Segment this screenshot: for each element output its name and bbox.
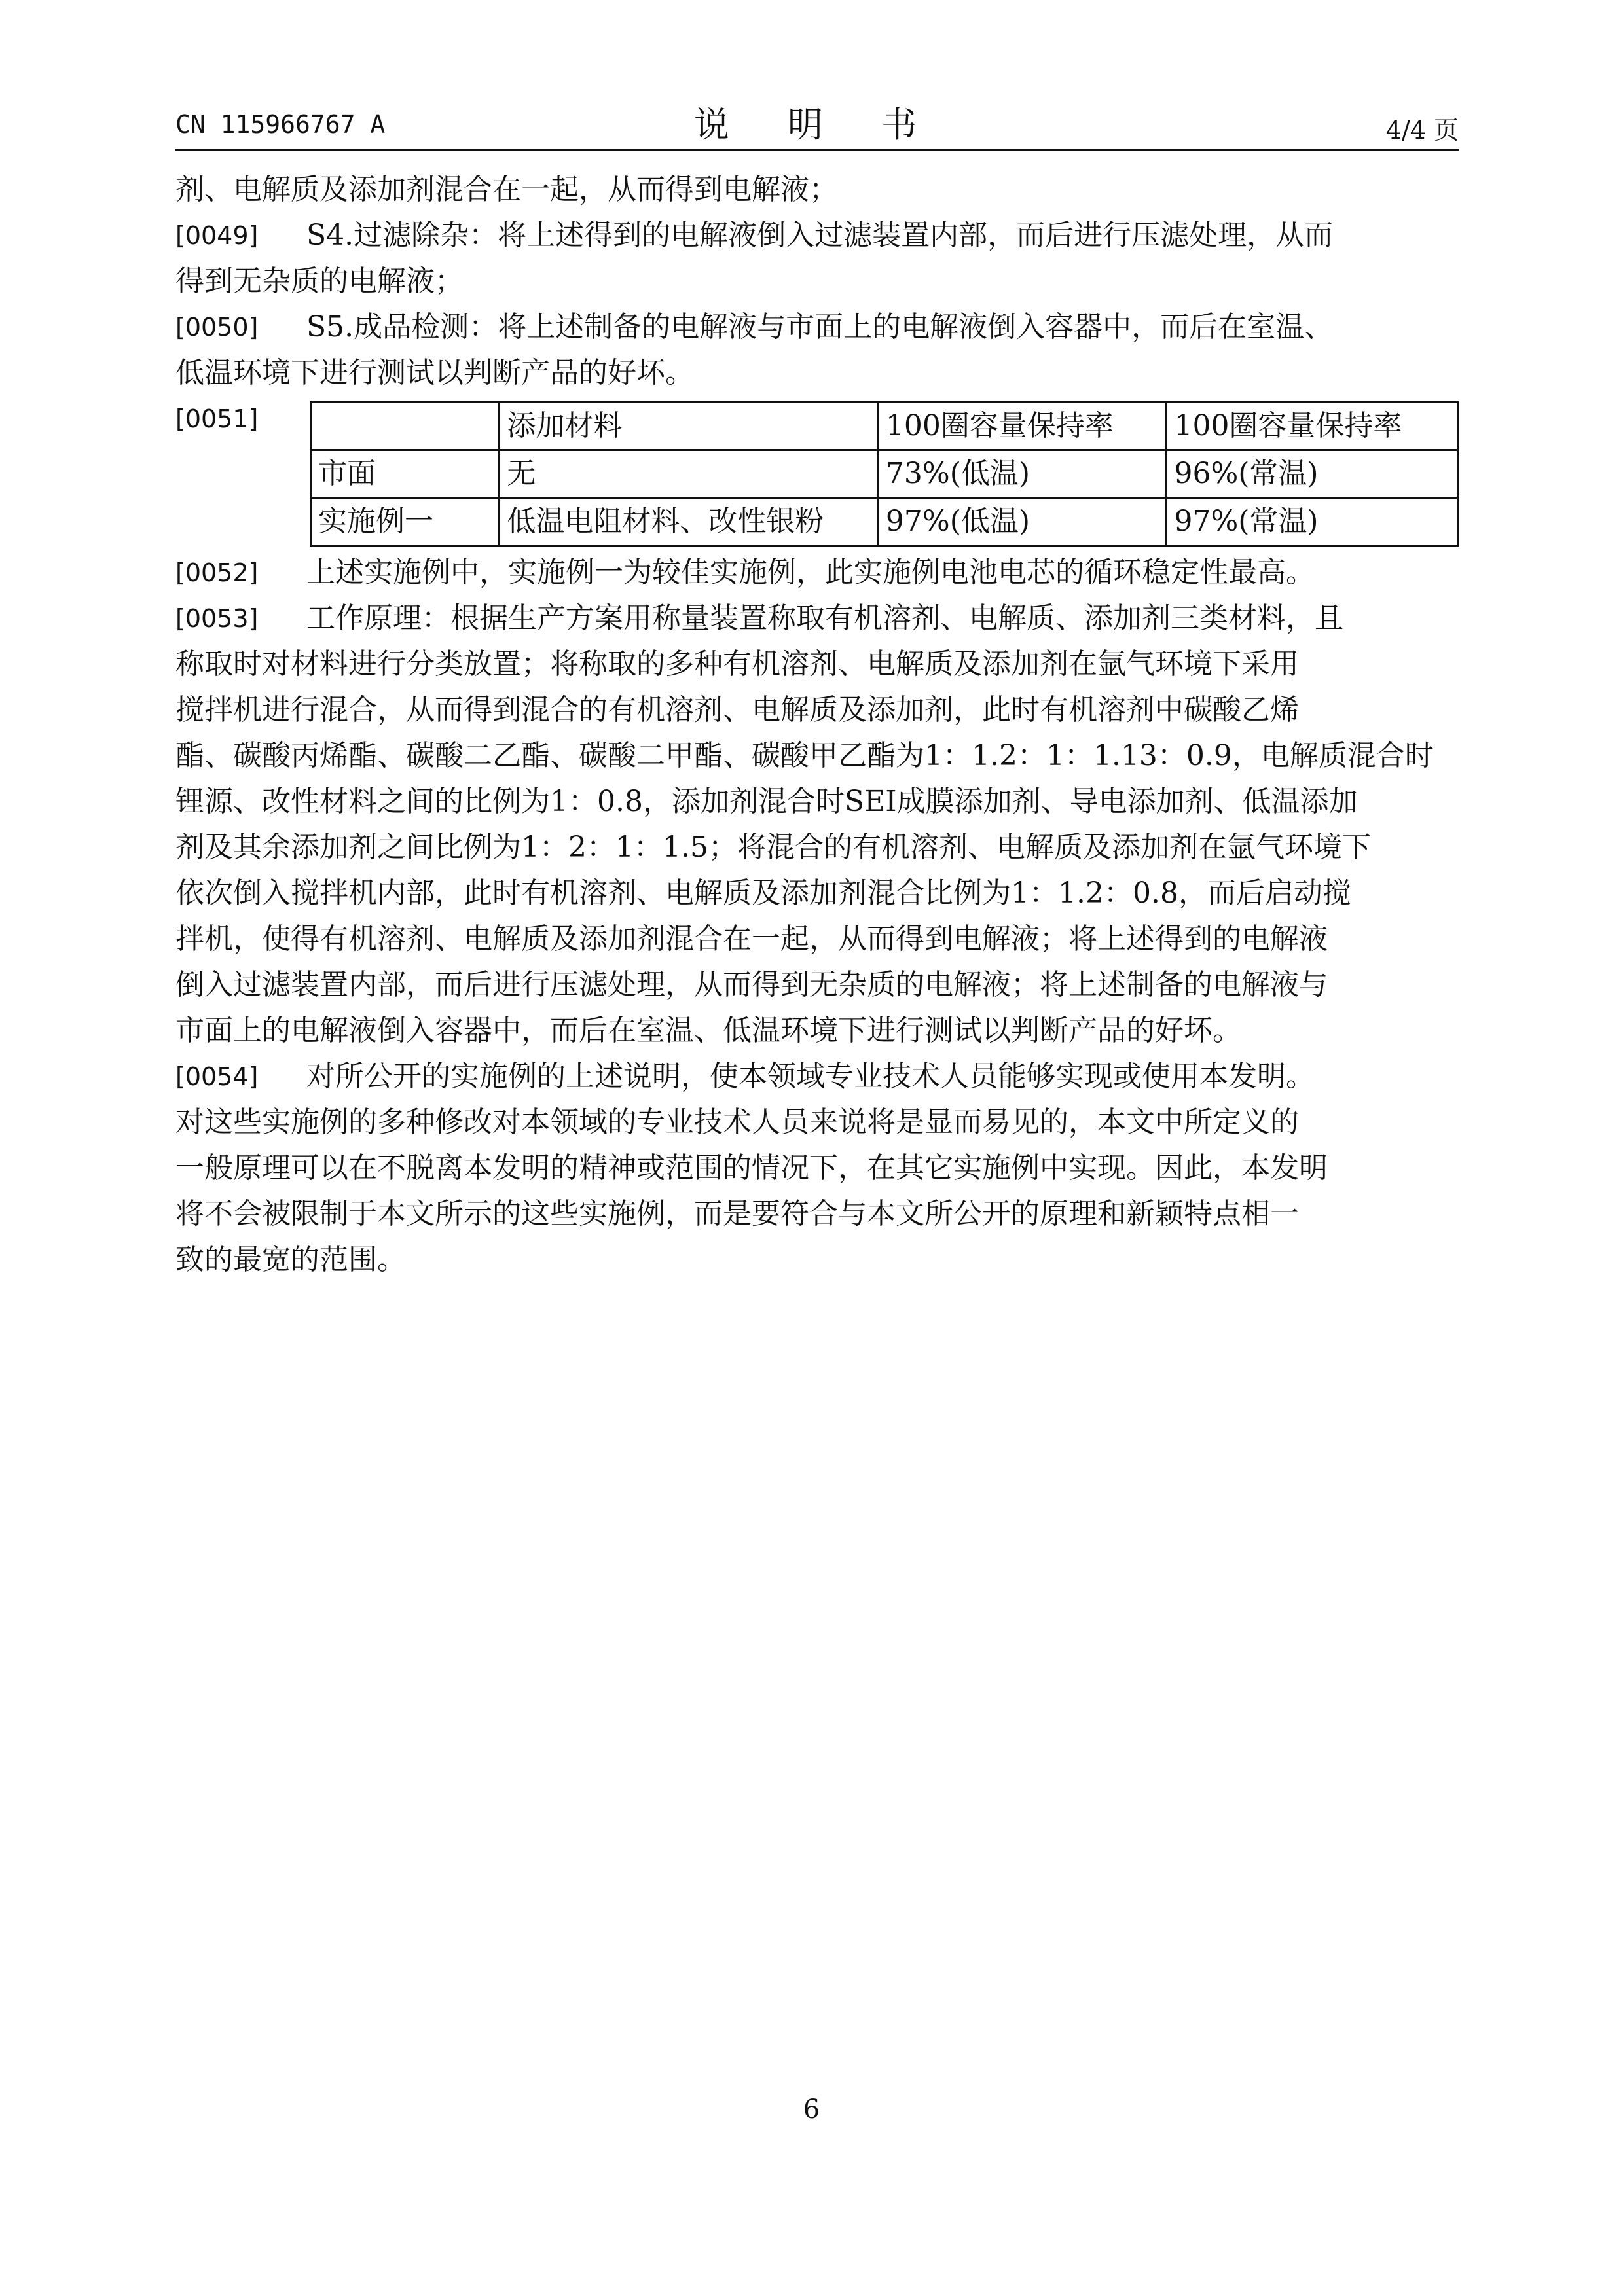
table-row: [311, 450, 1458, 498]
paragraph-line: 依次倒入搅拌机内部，此时有机溶剂、电解质及添加剂混合比例为1：1.2：0.8，而后启动搅: [175, 876, 1351, 910]
table-header-cell: [311, 403, 500, 450]
paragraph-line: 对这些实施例的多种修改对本领域的专业技术人员来说将是显而易见的，本文中所定义的: [175, 1105, 1299, 1139]
paragraph-number: [0050]: [175, 313, 259, 342]
document-title: 说 明 书: [693, 104, 941, 145]
table-header-cell: 100圈容量保持率: [878, 403, 1167, 450]
patent-number: CN 115966767 A: [175, 110, 386, 139]
paragraph-line: 致的最宽的范围。: [175, 1243, 406, 1276]
results-table: [310, 401, 1459, 547]
paragraph-number: [0052]: [175, 558, 259, 587]
paragraph-line: 市面上的电解液倒入容器中，而后在室温、低温环境下进行测试以判断产品的好坏。: [175, 1014, 1241, 1047]
paragraph-line: S4.过滤除杂：将上述得到的电解液倒入过滤装置内部，而后进行压滤处理，从而: [306, 219, 1334, 252]
paragraph-0050: [175, 304, 1459, 396]
paragraph-line: 酯、碳酸丙烯酯、碳酸二乙酯、碳酸二甲酯、碳酸甲乙酯为1：1.2：1：1.13：0.9，电解质混合时: [175, 739, 1434, 772]
paragraph-0051: [175, 396, 1459, 550]
table-cell: 市面: [311, 450, 500, 498]
table-cell: 实施例一: [311, 498, 500, 546]
paragraph-line: 一般原理可以在不脱离本发明的精神或范围的情况下，在其它实施例中实现。因此，本发明: [175, 1151, 1328, 1185]
paragraph-line: 上述实施例中，实施例一为较佳实施例，此实施例电池电芯的循环稳定性最高。: [306, 556, 1315, 589]
paragraph-0049: [175, 213, 1459, 304]
paragraph-line: 低温环境下进行测试以判断产品的好坏。: [175, 356, 694, 389]
paragraph-0053: [175, 596, 1459, 1054]
table-header-cell: 添加材料: [500, 403, 879, 450]
paragraph-line: 工作原理：根据生产方案用称量装置称取有机溶剂、电解质、添加剂三类材料，且: [306, 601, 1343, 635]
continued-text: 剂、电解质及添加剂混合在一起，从而得到电解液；: [175, 173, 838, 206]
paragraph-line: 锂源、改性材料之间的比例为1：0.8，添加剂混合时SEI成膜添加剂、导电添加剂、低温添加: [175, 785, 1358, 818]
table-row: [311, 498, 1458, 546]
paragraph-line: S5.成品检测：将上述制备的电解液与市面上的电解液倒入容器中，而后在室温、: [306, 310, 1334, 344]
table-cell: 97%(常温): [1167, 498, 1458, 546]
table-cell: 低温电阻材料、改性银粉: [500, 498, 879, 546]
page-number: 6: [803, 2094, 820, 2125]
paragraph-0052: [175, 550, 1459, 596]
paragraph-number: [0049]: [175, 221, 259, 250]
paragraph-0054: [175, 1054, 1459, 1283]
header-divider: [175, 149, 1459, 151]
table-cell: 96%(常温): [1167, 450, 1458, 498]
paragraph-line: 剂及其余添加剂之间比例为1：2：1：1.5；将混合的有机溶剂、电解质及添加剂在氩气环境下: [175, 831, 1371, 864]
table-header-row: [311, 403, 1458, 450]
table-cell: 无: [500, 450, 879, 498]
paragraph-line: 倒入过滤装置内部，而后进行压滤处理，从而得到无杂质的电解液；将上述制备的电解液与: [175, 968, 1328, 1001]
page-header: [175, 97, 1459, 149]
table-cell: 73%(低温): [878, 450, 1167, 498]
paragraph-line: 得到无杂质的电解液；: [175, 264, 464, 298]
table-header-cell: 100圈容量保持率: [1167, 403, 1458, 450]
table-cell: 97%(低温): [878, 498, 1167, 546]
paragraph-line: 搅拌机进行混合，从而得到混合的有机溶剂、电解质及添加剂，此时有机溶剂中碳酸乙烯: [175, 693, 1299, 726]
paragraph-number: [0051]: [175, 404, 259, 433]
paragraph-number: [0053]: [175, 604, 259, 633]
document-body: [175, 167, 1459, 1283]
page-indicator: 4/4 页: [1385, 116, 1459, 145]
paragraph-line: 对所公开的实施例的上述说明，使本领域专业技术人员能够实现或使用本发明。: [306, 1060, 1315, 1093]
paragraph-line: 将不会被限制于本文所示的这些实施例，而是要符合与本文所公开的原理和新颖特点相一: [175, 1197, 1299, 1230]
paragraph-number: [0054]: [175, 1062, 259, 1091]
paragraph-line: 称取时对材料进行分类放置；将称取的多种有机溶剂、电解质及添加剂在氩气环境下采用: [175, 647, 1299, 681]
paragraph-line: 拌机，使得有机溶剂、电解质及添加剂混合在一起，从而得到电解液；将上述得到的电解液: [175, 922, 1328, 956]
